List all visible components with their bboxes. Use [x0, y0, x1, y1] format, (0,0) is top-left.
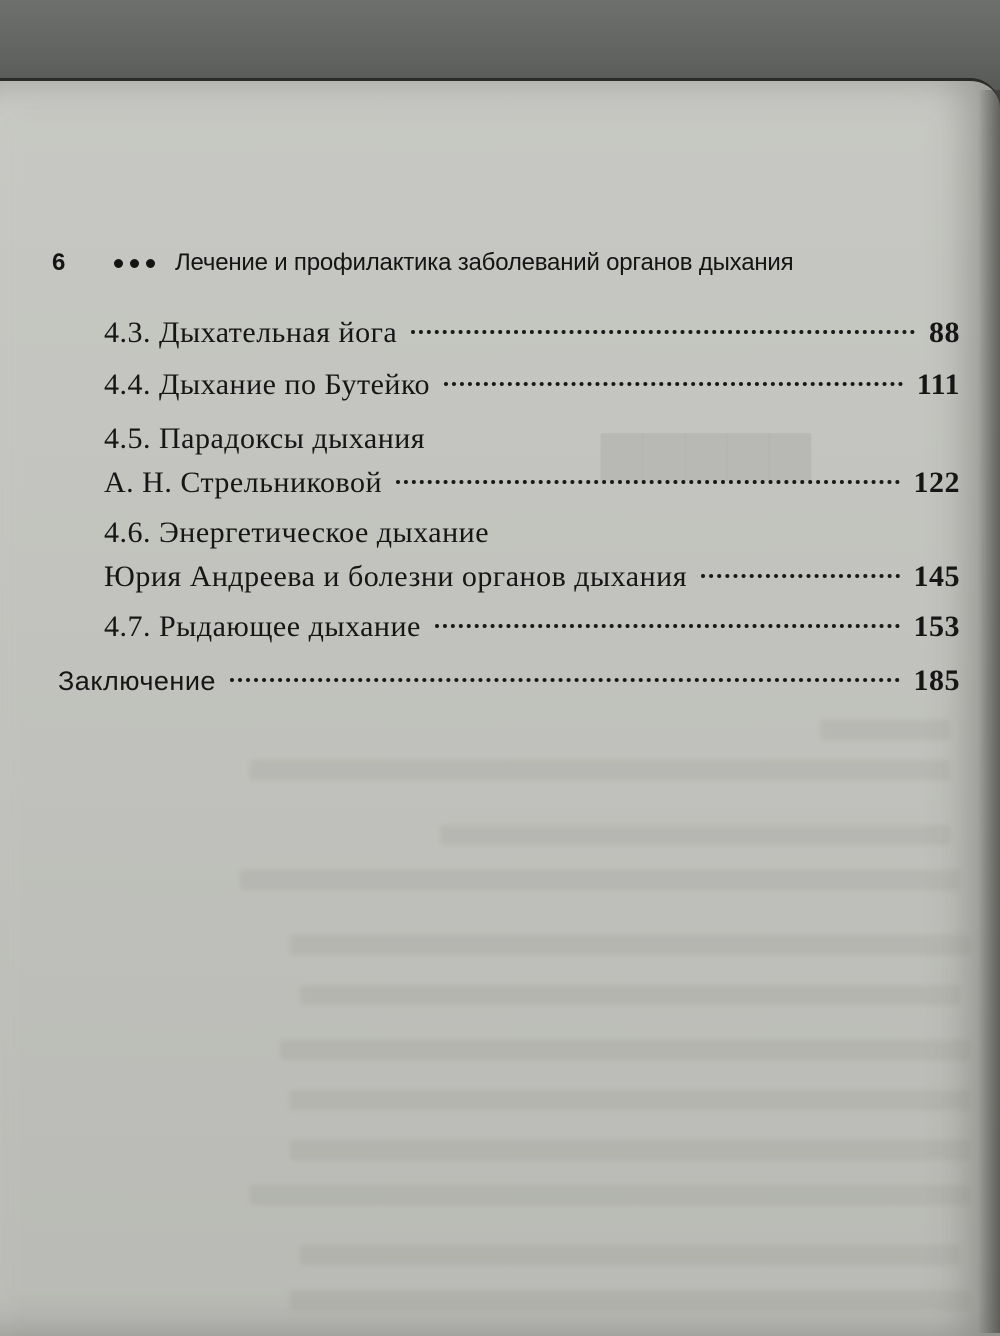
dot-leader	[444, 382, 903, 386]
toc-entry-title: Юрия Андреева и болезни органов дыхания	[104, 560, 688, 593]
toc-entry-title: А. Н. Стрельниковой	[104, 466, 383, 499]
toc-entry-title-line1: 4.5. Парадоксы дыхания	[104, 422, 426, 455]
toc-entry-title: 4.3. Дыхательная йога	[104, 316, 398, 349]
toc-entry-4-7	[104, 610, 960, 650]
toc-page-number: 153	[913, 610, 960, 643]
toc-entry-4-5	[104, 422, 960, 506]
bullet-dots-icon	[114, 259, 155, 268]
show-through-heading: ▆▆▆▆▆	[600, 421, 810, 479]
toc-entry-4-4	[104, 368, 960, 408]
toc-page-number: 185	[913, 664, 960, 697]
page-edge-shadow	[978, 90, 1000, 1333]
toc-entry-4-6	[104, 516, 960, 600]
running-title: Лечение и профилактика заболеваний органов дыхания	[175, 249, 794, 276]
toc-page-number: 88	[929, 316, 960, 349]
toc-entry-title: Заключение	[58, 666, 216, 696]
page-number: 6	[52, 249, 66, 276]
running-header	[52, 246, 952, 280]
dot-leader	[396, 480, 899, 484]
toc-page-number: 122	[913, 466, 960, 499]
toc-entry-4-3	[104, 316, 960, 356]
dot-leader	[230, 678, 900, 682]
dot-leader	[435, 624, 900, 628]
dot-leader	[411, 330, 915, 334]
toc-entry-conclusion	[58, 664, 960, 704]
dot-leader	[701, 574, 899, 578]
toc-page-number: 145	[913, 560, 960, 593]
toc-entry-title: 4.4. Дыхание по Бутейко	[104, 368, 431, 401]
toc-entry-title: 4.7. Рыдающее дыхание	[104, 610, 421, 643]
toc-entry-title-line1: 4.6. Энергетическое дыхание	[104, 516, 490, 549]
toc-page-number: 111	[916, 368, 960, 401]
